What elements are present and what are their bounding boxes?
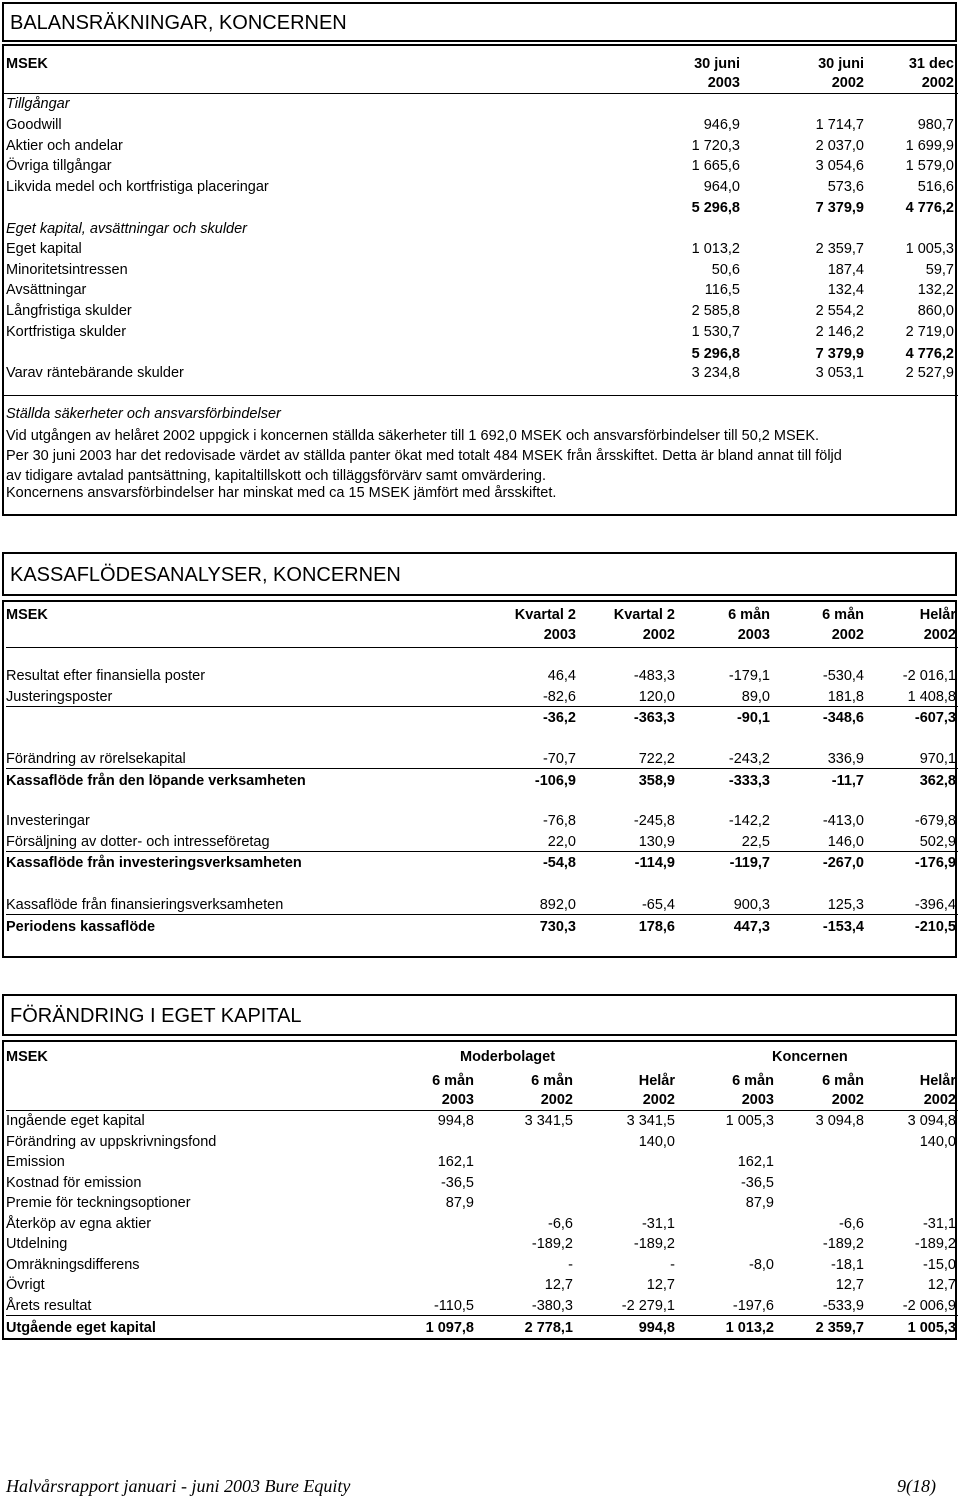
balans-col1-head2: 2003 <box>707 75 740 91</box>
cell-value: -267,0 <box>822 855 864 871</box>
cell-value: 1 720,3 <box>691 137 740 154</box>
liab-heading-label: Eget kapital, avsättningar och skulder <box>6 221 247 237</box>
kassa-header-row-1 <box>6 605 960 625</box>
cell-value: 2 037,0 <box>815 137 864 154</box>
cell-value: 1 005,3 <box>725 1113 774 1129</box>
cell-value: 140,0 <box>638 1133 675 1150</box>
kassa-unit: MSEK <box>6 607 48 623</box>
cell-value: 2 778,1 <box>524 1320 573 1336</box>
eget-row <box>6 1214 960 1234</box>
eget-col1-head1: 6 mån <box>432 1073 474 1089</box>
row-label: Aktier och andelar <box>6 137 123 154</box>
balans-title-bar <box>2 2 957 42</box>
cell-value: -245,8 <box>633 813 675 829</box>
cell-value: -210,5 <box>914 919 956 935</box>
balans-assets-total-1: 5 296,8 <box>691 200 740 216</box>
row-label: Ingående eget kapital <box>6 1113 145 1129</box>
eget-col1-head2: 2003 <box>441 1092 474 1108</box>
balans-pledge-divider <box>4 395 958 396</box>
cell-value: -36,5 <box>740 1174 774 1191</box>
cell-value: 3 094,8 <box>815 1113 864 1129</box>
eget-col6-head2: 2002 <box>923 1092 956 1108</box>
cell-value: 516,6 <box>917 179 954 196</box>
kassa-title-bar <box>2 552 957 596</box>
row-underline <box>6 768 958 769</box>
kassa-row <box>6 811 960 831</box>
cell-value: 1 579,0 <box>905 158 954 175</box>
cell-value: -142,2 <box>728 813 770 829</box>
cell-value: 994,8 <box>638 1320 675 1336</box>
row-label: Kortfristiga skulder <box>6 323 127 340</box>
cell-value: -189,2 <box>914 1236 956 1252</box>
cell-value: 178,6 <box>638 919 675 935</box>
row-label: Återköp av egna aktier <box>6 1215 152 1232</box>
balans-col3-head1: 31 dec <box>908 56 954 72</box>
cell-value: -380,3 <box>531 1297 573 1314</box>
kassa-col2-head2: 2002 <box>642 627 675 643</box>
cell-value: -363,3 <box>633 710 675 726</box>
balans-liab-heading <box>6 219 960 239</box>
cell-value: -176,9 <box>914 855 956 871</box>
row-label: Kassaflöde från investeringsverksamheten <box>6 855 302 871</box>
kassa-col5-head2: 2002 <box>923 627 956 643</box>
cell-value: 1 013,2 <box>691 241 740 257</box>
cell-value: 3 341,5 <box>524 1113 573 1129</box>
row-label: Investeringar <box>6 813 90 829</box>
cell-value: -18,1 <box>830 1256 864 1273</box>
cell-value: 964,0 <box>703 179 740 196</box>
eget-group-moderbolaget: Moderbolaget <box>460 1049 556 1065</box>
row-label: Eget kapital <box>6 241 82 257</box>
cell-value: 3 341,5 <box>626 1113 675 1129</box>
balans-unit: MSEK <box>6 56 48 72</box>
kassa-row <box>6 708 960 728</box>
cell-value: 336,9 <box>827 751 864 767</box>
balans-liability-row <box>6 239 960 259</box>
eget-row <box>6 1255 960 1275</box>
balans-interest-label: Varav räntebärande skulder <box>6 365 184 381</box>
cell-value: 1 699,9 <box>905 137 954 154</box>
row-underline <box>6 706 958 707</box>
kassa-col4-head1: 6 mån <box>822 607 864 623</box>
cell-value: 2 359,7 <box>815 1320 864 1336</box>
cell-value: 12,7 <box>927 1277 956 1293</box>
balans-asset-row <box>6 115 960 135</box>
row-label: Minoritetsintressen <box>6 261 128 278</box>
cell-value: 120,0 <box>638 689 675 705</box>
row-label: Kassaflöde från den löpande verksamheten <box>6 773 306 789</box>
eget-unit: MSEK <box>6 1049 48 1065</box>
cell-value: 1 097,8 <box>425 1320 474 1336</box>
row-label: Övriga tillgångar <box>6 158 112 175</box>
row-label: Emission <box>6 1154 65 1170</box>
cell-value: 502,9 <box>919 834 956 850</box>
kassa-row <box>6 687 960 707</box>
balans-assets-total-3: 4 776,2 <box>905 200 954 216</box>
eget-row <box>6 1173 960 1193</box>
pledge-line-4: Koncernens ansvarsförbindelser har minskat med ca 15 MSEK jämfört med årsskiftet. <box>6 485 557 501</box>
footer-report-title: Halvårsrapport januari - juni 2003 Bure Equity <box>6 1476 351 1496</box>
eget-col3-head2: 2002 <box>642 1092 675 1108</box>
cell-value: 46,4 <box>547 668 576 684</box>
cell-value: 187,4 <box>827 261 864 278</box>
cell-value: 1 013,2 <box>725 1320 774 1336</box>
cell-value: 860,0 <box>917 303 954 320</box>
balans-liability-row <box>6 260 960 280</box>
balans-col2-head1: 30 juni <box>818 56 864 72</box>
cell-value: 87,9 <box>445 1195 474 1211</box>
eget-col6-head1: Helår <box>919 1073 956 1089</box>
row-label: Likvida medel och kortfristiga placeringar <box>6 179 269 196</box>
balans-interest-row <box>6 363 960 383</box>
balans-asset-row <box>6 136 960 156</box>
cell-value: -36,5 <box>440 1174 474 1191</box>
cell-value: 3 054,6 <box>815 158 864 175</box>
cell-value: 162,1 <box>437 1154 474 1170</box>
row-label: Långfristiga skulder <box>6 303 132 320</box>
cell-value: 50,6 <box>711 261 740 278</box>
cell-value: 12,7 <box>835 1277 864 1293</box>
cell-value: 162,1 <box>737 1154 774 1170</box>
eget-header-row-1 <box>6 1071 960 1091</box>
cell-value: -189,2 <box>633 1236 675 1252</box>
cell-value: 573,6 <box>827 179 864 196</box>
eget-col4-head2: 2003 <box>741 1092 774 1108</box>
cell-value: 447,3 <box>733 919 770 935</box>
row-label: Årets resultat <box>6 1297 92 1314</box>
cell-value: 1 665,6 <box>691 158 740 175</box>
kassa-row <box>6 666 960 686</box>
cell-value: 1 530,7 <box>691 323 740 340</box>
cell-value: -530,4 <box>822 668 864 684</box>
kassa-col5-head1: Helår <box>919 607 956 623</box>
cell-value: -114,9 <box>634 855 675 871</box>
eget-title-bar <box>2 994 957 1036</box>
cell-value: 1 408,8 <box>907 689 956 705</box>
balans-assets-total-2: 7 379,9 <box>815 200 864 216</box>
balans-interest-2: 3 053,1 <box>815 365 864 381</box>
cell-value: -189,2 <box>822 1236 864 1252</box>
eget-row <box>6 1111 960 1131</box>
cell-value: 980,7 <box>917 117 954 133</box>
kassa-row <box>6 771 960 791</box>
eget-col3-head1: Helår <box>638 1073 675 1089</box>
eget-row <box>6 1152 960 1172</box>
eget-title: FÖRÄNDRING I EGET KAPITAL <box>10 1005 302 1027</box>
kassa-header-row-2 <box>6 625 960 645</box>
cell-value: -106,9 <box>534 773 576 789</box>
kassa-col2-head1: Kvartal 2 <box>613 607 675 623</box>
cell-value: 900,3 <box>733 897 770 913</box>
kassa-row <box>6 853 960 873</box>
cell-value: 1 714,7 <box>815 117 864 133</box>
balans-header-row-1 <box>6 54 960 74</box>
balans-assets-total-row <box>6 198 960 218</box>
cell-value: 3 094,8 <box>907 1113 956 1129</box>
balans-liab-total-3: 4 776,2 <box>905 346 954 362</box>
cell-value: 130,9 <box>638 834 675 850</box>
cell-value: -70,7 <box>542 751 576 767</box>
cell-value: -31,1 <box>641 1215 675 1232</box>
cell-value: 362,8 <box>919 773 956 789</box>
cell-value: -243,2 <box>728 751 770 767</box>
balans-assets-heading <box>6 94 960 114</box>
cell-value: 87,9 <box>745 1195 774 1211</box>
cell-value: -607,3 <box>914 710 956 726</box>
row-label: Förändring av rörelsekapital <box>6 751 186 767</box>
cell-value: 1 005,3 <box>907 1320 956 1336</box>
eget-col5-head1: 6 mån <box>822 1073 864 1089</box>
cell-value: -679,8 <box>914 813 956 829</box>
cell-value: 2 359,7 <box>815 241 864 257</box>
cell-value: 132,2 <box>917 282 954 299</box>
balans-interest-3: 2 527,9 <box>905 365 954 381</box>
cell-value: -483,3 <box>633 668 675 684</box>
row-label: Goodwill <box>6 117 62 133</box>
cell-value: -189,2 <box>531 1236 573 1252</box>
eget-col5-head2: 2002 <box>831 1092 864 1108</box>
balans-interest-1: 3 234,8 <box>691 365 740 381</box>
cell-value: -396,4 <box>914 897 956 913</box>
cell-value: 946,9 <box>703 117 740 133</box>
row-label: Utgående eget kapital <box>6 1320 156 1336</box>
cell-value: -15,0 <box>922 1256 956 1273</box>
cell-value: 892,0 <box>539 897 576 913</box>
balans-title: BALANSRÄKNINGAR, KONCERNEN <box>10 12 347 34</box>
cell-value: -2 006,9 <box>902 1297 956 1314</box>
cell-value: 12,7 <box>646 1277 675 1293</box>
footer-page-number: 9(18) <box>897 1476 936 1496</box>
kassa-col1-head2: 2003 <box>543 627 576 643</box>
row-label: Resultat efter finansiella poster <box>6 668 206 684</box>
cell-value: -82,6 <box>542 689 576 705</box>
cell-value: -348,6 <box>822 710 864 726</box>
cell-value: 358,9 <box>638 773 675 789</box>
cell-value: 730,3 <box>539 919 576 935</box>
row-label: Försäljning av dotter- och intresseföretag <box>6 834 270 850</box>
balans-liability-row <box>6 322 960 342</box>
cell-value: 994,8 <box>437 1113 474 1129</box>
cell-value: -90,1 <box>736 710 770 726</box>
cell-value: 140,0 <box>919 1133 956 1150</box>
cell-value: -76,8 <box>542 813 576 829</box>
cell-value: -179,1 <box>728 668 770 684</box>
eget-row <box>6 1275 960 1295</box>
kassa-title: KASSAFLÖDESANALYSER, KONCERNEN <box>10 564 401 586</box>
eget-col4-head1: 6 mån <box>732 1073 774 1089</box>
balans-col3-head2: 2002 <box>921 75 954 91</box>
cell-value: -153,4 <box>822 919 864 935</box>
eget-row <box>6 1318 960 1338</box>
row-label: Justeringsposter <box>6 689 113 705</box>
row-label: Kostnad för emission <box>6 1174 142 1191</box>
cell-value: 12,7 <box>544 1277 573 1293</box>
cell-value: -533,9 <box>822 1297 864 1314</box>
pledge-line-3: av tidigare avtalad pantsättning, kapitaltillskott och tilläggsförvärv samt omvärdering. <box>6 468 546 484</box>
eget-row <box>6 1193 960 1213</box>
balans-col1-head1: 30 juni <box>694 56 740 72</box>
cell-value: 116,5 <box>704 282 740 299</box>
pledge-heading: Ställda säkerheter och ansvarsförbindelser <box>6 406 281 422</box>
row-label: Omräkningsdifferens <box>6 1256 140 1273</box>
eget-row <box>6 1132 960 1152</box>
balans-liability-row <box>6 280 960 300</box>
eget-row <box>6 1296 960 1316</box>
row-underline <box>6 851 958 852</box>
cell-value: -2 016,1 <box>902 668 956 684</box>
balans-liab-total-1: 5 296,8 <box>691 346 740 362</box>
cell-value: -197,6 <box>732 1297 774 1314</box>
kassa-row <box>6 832 960 852</box>
eget-header-row-2 <box>6 1090 960 1110</box>
cell-value: -36,2 <box>542 710 576 726</box>
cell-value: -119,7 <box>729 855 770 871</box>
cell-value: -8,0 <box>749 1256 774 1273</box>
row-label: Kassaflöde från finansieringsverksamheten <box>6 897 284 913</box>
cell-value: 181,8 <box>827 689 864 705</box>
cell-value: -65,4 <box>641 897 675 913</box>
kassa-col1-head1: Kvartal 2 <box>514 607 576 623</box>
row-label: Avsättningar <box>6 282 87 299</box>
assets-heading-label: Tillgångar <box>6 96 70 112</box>
row-label: Utdelning <box>6 1236 68 1252</box>
cell-value: -6,6 <box>839 1215 864 1232</box>
balans-asset-row <box>6 156 960 176</box>
eget-col2-head1: 6 mån <box>531 1073 573 1089</box>
cell-value: -54,8 <box>542 855 576 871</box>
row-underline <box>6 1315 958 1316</box>
kassa-col3-head1: 6 mån <box>728 607 770 623</box>
kassa-row <box>6 895 960 915</box>
cell-value: -333,3 <box>728 773 770 789</box>
row-label: Övrigt <box>6 1277 45 1293</box>
cell-value: 2 585,8 <box>691 303 740 320</box>
cell-value: 722,2 <box>638 751 675 767</box>
cell-value: -11,7 <box>831 773 864 789</box>
balans-liability-row <box>6 301 960 321</box>
eget-group-row <box>6 1047 960 1067</box>
row-underline <box>6 914 958 915</box>
cell-value: 970,1 <box>919 751 956 767</box>
cell-value: 132,4 <box>827 282 864 299</box>
row-label: Periodens kassaflöde <box>6 919 156 935</box>
kassa-col4-head2: 2002 <box>831 627 864 643</box>
cell-value: 2 146,2 <box>815 323 864 340</box>
balans-header-row-2 <box>6 73 960 93</box>
cell-value: -413,0 <box>822 813 864 829</box>
cell-value: 59,7 <box>925 261 954 278</box>
cell-value: 125,3 <box>827 897 864 913</box>
cell-value: -110,5 <box>433 1297 474 1314</box>
kassa-col3-head2: 2003 <box>737 627 770 643</box>
row-label: Förändring av uppskrivningsfond <box>6 1133 217 1150</box>
kassa-row <box>6 917 960 937</box>
cell-value: -31,1 <box>922 1215 956 1232</box>
balans-liab-total-2: 7 379,9 <box>815 346 864 362</box>
pledge-line-2: Per 30 juni 2003 har det redovisade värdet av ställda panter ökat med totalt 484 MSEK från årsskiftet. Detta är bland annat till följd <box>6 448 842 464</box>
cell-value: - <box>670 1256 675 1273</box>
balans-asset-row <box>6 177 960 197</box>
cell-value: - <box>568 1256 573 1273</box>
kassa-row <box>6 749 960 769</box>
cell-value: 1 005,3 <box>905 241 954 257</box>
cell-value: 22,0 <box>547 834 576 850</box>
cell-value: 2 719,0 <box>905 323 954 340</box>
eget-group-koncernen: Koncernen <box>772 1049 848 1065</box>
balans-col2-head2: 2002 <box>831 75 864 91</box>
cell-value: 2 554,2 <box>815 303 864 320</box>
kassa-header-divider <box>6 647 958 648</box>
pledge-line-1: Vid utgången av helåret 2002 uppgick i koncernen ställda säkerheter till 1 692,0 MSEK och ansvarsförbindelser till 50,2 MSEK. <box>6 428 820 444</box>
row-label: Premie för teckningsoptioner <box>6 1195 191 1211</box>
eget-row <box>6 1234 960 1254</box>
cell-value: -2 279,1 <box>621 1297 675 1314</box>
cell-value: -6,6 <box>548 1215 573 1232</box>
cell-value: 146,0 <box>827 834 864 850</box>
cell-value: 22,5 <box>741 834 770 850</box>
cell-value: 89,0 <box>741 689 770 705</box>
eget-col2-head2: 2002 <box>540 1092 573 1108</box>
balans-liab-total-row <box>6 344 960 364</box>
